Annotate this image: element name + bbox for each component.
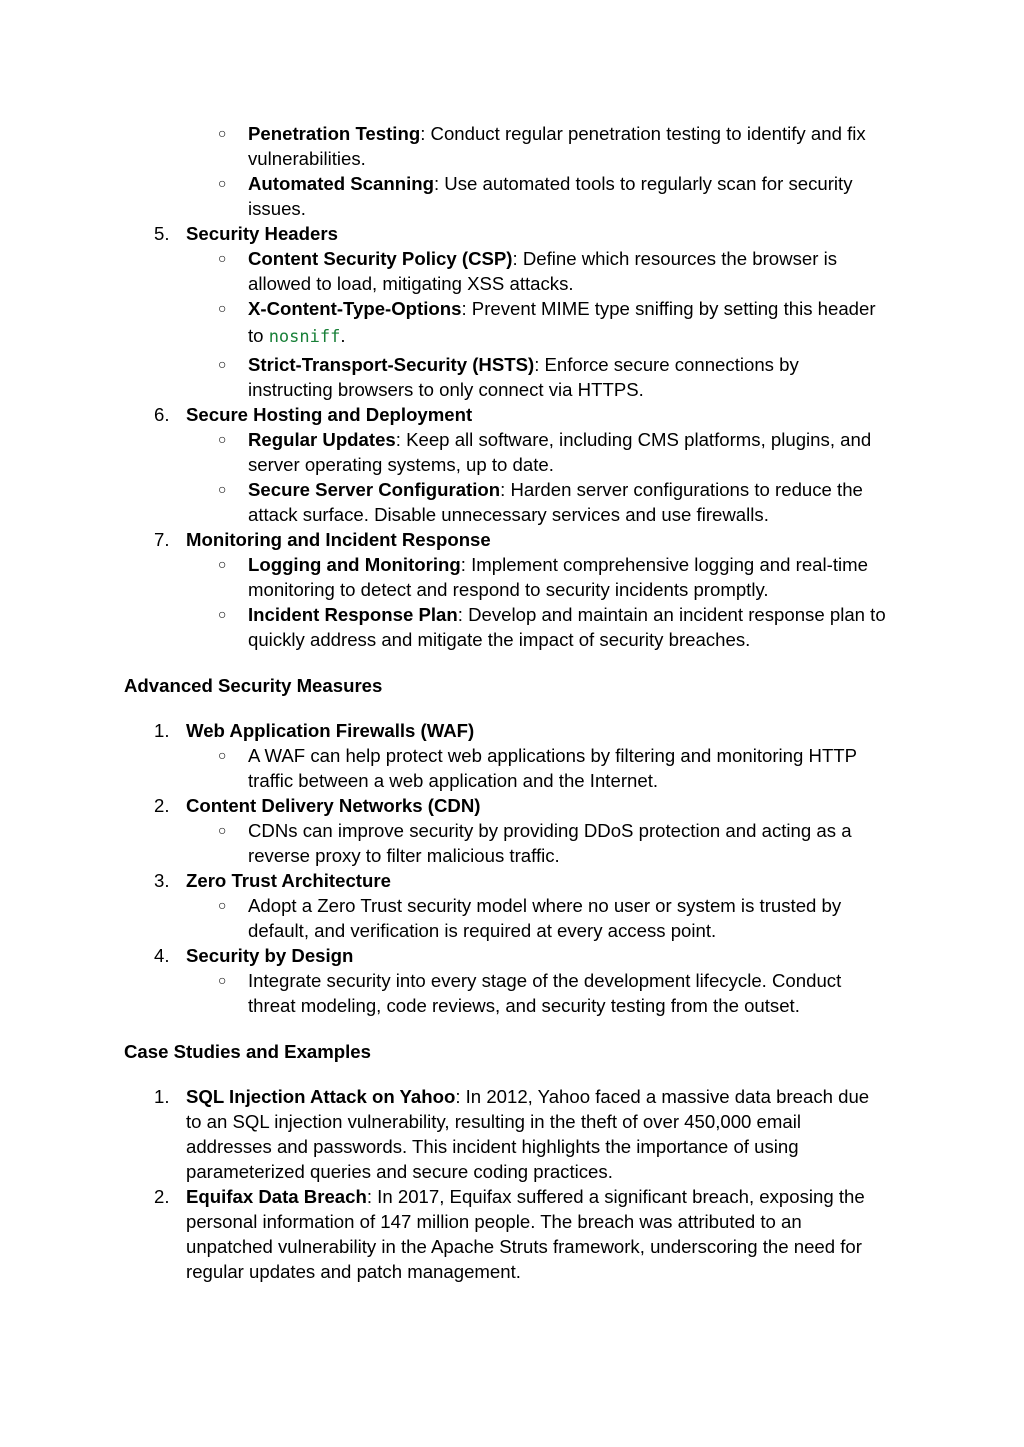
list-item-continuation: unpatched vulnerability in the Apache Struts framework, underscoring the need for (186, 1236, 862, 1257)
bullet-icon: ○ (218, 481, 227, 497)
list-item-continuation: addresses and passwords. This incident highlights the importance of using (186, 1136, 799, 1157)
list-item-continuation: issues. (248, 198, 306, 219)
list-item-penetration-testing: ○ Penetration Testing: Conduct regular penetration testing to identify and fix (218, 123, 866, 144)
bullet-icon: ○ (218, 897, 227, 913)
list-item-continuation: instructing browsers to only connect via HTTPS. (248, 379, 644, 400)
list-item-continuation: server operating systems, up to date. (248, 454, 554, 475)
list-item-continuation: quickly address and mitigate the impact of security breaches. (248, 629, 751, 650)
list-item-yahoo: 1. SQL Injection Attack on Yahoo: In 2012, Yahoo faced a massive data breach due (154, 1086, 870, 1107)
list-item-continuation: attack surface. Disable unnecessary services and use firewalls. (248, 504, 769, 525)
code-nosniff: nosniff (268, 327, 341, 347)
list-item-continuation: allowed to load, mitigating XSS attacks. (248, 273, 574, 294)
list-item-continuation: parameterized queries and secure coding practices. (186, 1161, 613, 1182)
list-item-automated-scanning: ○ Automated Scanning: Use automated tools to regularly scan for security (218, 173, 853, 194)
bullet-icon: ○ (218, 250, 227, 266)
bullet-icon: ○ (218, 747, 227, 763)
section-heading-advanced: Advanced Security Measures (124, 675, 383, 696)
list-item-secure-hosting: 6. Secure Hosting and Deployment (154, 404, 473, 425)
document-page (0, 121, 1024, 1284)
list-item-security-headers: 5. Security Headers (154, 223, 338, 244)
bullet-icon: ○ (218, 606, 227, 622)
list-item-server-config: ○ Secure Server Configuration: Harden server configurations to reduce the (218, 479, 863, 500)
list-item-incident-response-plan: ○ Incident Response Plan: Develop and maintain an incident response plan to (218, 604, 886, 625)
bullet-icon: ○ (218, 822, 227, 838)
list-item-regular-updates: ○ Regular Updates: Keep all software, including CMS platforms, plugins, and (218, 429, 872, 450)
list-item-continuation: vulnerabilities. (248, 148, 366, 169)
bullet-icon: ○ (218, 175, 227, 191)
bullet-icon: ○ (218, 972, 227, 988)
list-item-continuation: traffic between a web application and the Internet. (248, 770, 659, 791)
section-heading-case-studies: Case Studies and Examples (124, 1041, 371, 1062)
list-item-xcto: ○ X-Content-Type-Options: Prevent MIME type sniffing by setting this header (218, 298, 876, 319)
list-item-continuation: threat modeling, code reviews, and security testing from the outset. (248, 995, 800, 1016)
list-item-security-by-design-detail: ○ Integrate security into every stage of the development lifecycle. Conduct (218, 970, 842, 991)
list-item-equifax: 2. Equifax Data Breach: In 2017, Equifax suffered a significant breach, exposing the (154, 1186, 865, 1207)
bullet-icon: ○ (218, 125, 227, 141)
list-item-waf-detail: ○ A WAF can help protect web applications by filtering and monitoring HTTP (218, 745, 858, 766)
list-item-zero-trust-detail: ○ Adopt a Zero Trust security model where no user or system is trusted by (218, 895, 842, 916)
list-item-logging: ○ Logging and Monitoring: Implement comprehensive logging and real-time (218, 554, 868, 575)
list-item-zero-trust: 3. Zero Trust Architecture (154, 870, 391, 891)
list-item-continuation: monitoring to detect and respond to security incidents promptly. (248, 579, 769, 600)
list-item-continuation: default, and verification is required at every access point. (248, 920, 717, 941)
list-item-continuation: to nosniff. (248, 325, 346, 347)
list-item-continuation: to an SQL injection vulnerability, resulting in the theft of over 450,000 email (186, 1111, 801, 1132)
list-item-waf: 1. Web Application Firewalls (WAF) (154, 720, 475, 741)
bullet-icon: ○ (218, 431, 227, 447)
list-item-continuation: regular updates and patch management. (186, 1261, 521, 1282)
list-item-csp: ○ Content Security Policy (CSP): Define which resources the browser is (218, 248, 837, 269)
list-item-continuation: personal information of 147 million people. The breach was attributed to an (186, 1211, 802, 1232)
bullet-icon: ○ (218, 300, 227, 316)
list-item-cdn: 2. Content Delivery Networks (CDN) (154, 795, 481, 816)
list-item-cdn-detail: ○ CDNs can improve security by providing DDoS protection and acting as a (218, 820, 852, 841)
list-item-hsts: ○ Strict-Transport-Security (HSTS): Enforce secure connections by (218, 354, 799, 375)
bullet-icon: ○ (218, 556, 227, 572)
list-item-security-by-design: 4. Security by Design (154, 945, 354, 966)
list-item-monitoring: 7. Monitoring and Incident Response (154, 529, 491, 550)
bullet-icon: ○ (218, 356, 227, 372)
list-item-continuation: reverse proxy to filter malicious traffic. (248, 845, 560, 866)
